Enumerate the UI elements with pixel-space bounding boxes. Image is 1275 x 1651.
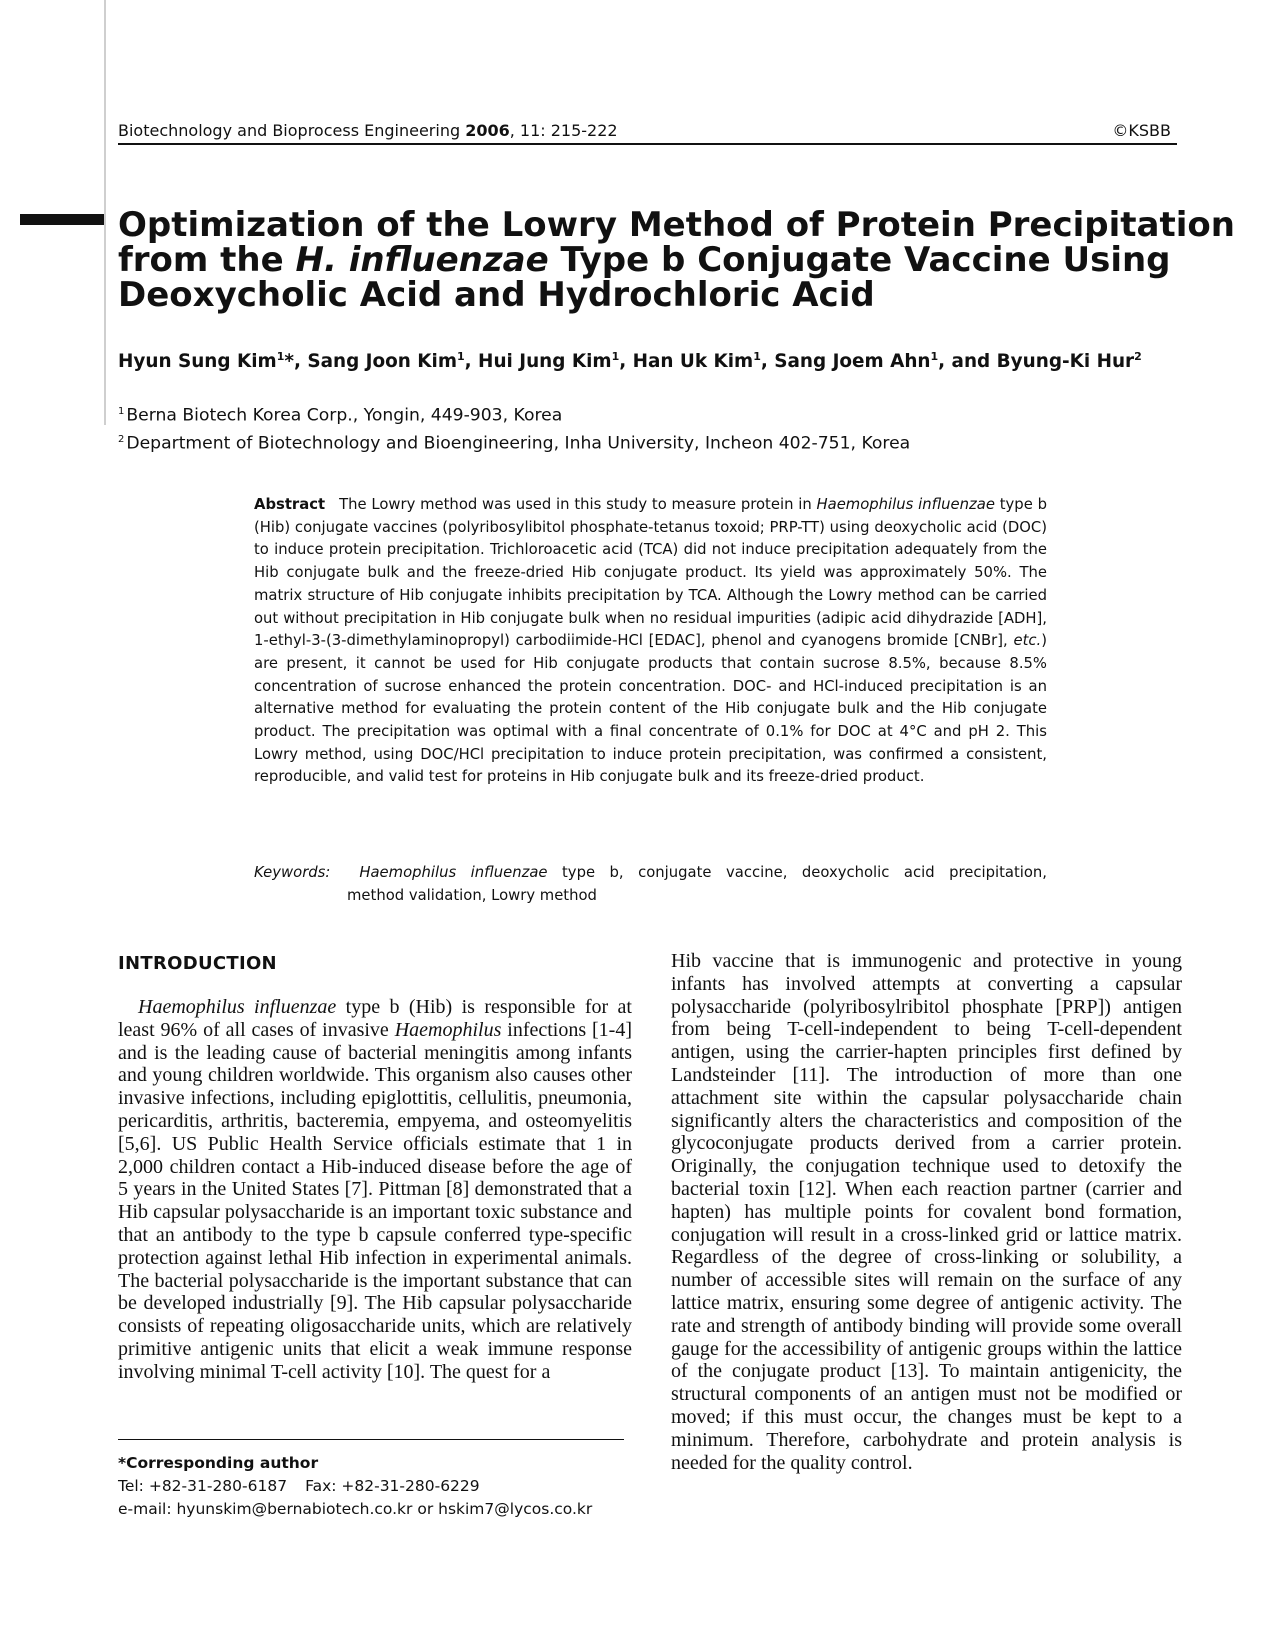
affiliation-list (118, 400, 910, 455)
intro-paragraph-right-column: Hib vaccine that is immunogenic and protective in young infants has involved attempts at converting a capsular polysaccharide (polyribosylribitol phosphate [PRP]) antigen from being T-cell-independent to being T-cell-dependent antigen, using the carrier-hapten principles first defined by Landsteinder [11]. The introduction of more than one attachment site within the capsular polysaccharide chain significantly alters the characteristics and composition of the glycoconjugate products derived from a carrier protein. Originally, the conjugation technique used to detoxify the bacterial toxin [12]. When each reaction partner (carrier and hapten) has multiple points for covalent bond formation, conjugation will result in a cross-linked grid or lattice matrix. Regardless of the degree of cross-linking or solubility, a number of accessible sites will remain on the surface of any lattice matrix, ensuring some degree of antigenic activity. The rate and strength of antibody binding will provide some overall gauge for the accessibility of antigenic groups within the lattice of the conjugate product [13]. To maintain antigenicity, the structural components of an antigen must not be modified or moved; if this must occur, the changes must be kept to a minimum. Therefore, carbohydrate and protein analysis is needed for the quality control. (671, 950, 1182, 1474)
title-line-2-end: Type b Conjugate Vaccine Using (548, 240, 1171, 280)
author (307, 351, 478, 372)
copyright-mark: ©KSBB (1112, 121, 1171, 140)
keywords-colon: : (325, 864, 331, 881)
intro-text-2: infections [1-4] and is the leading cause of bacterial meningitis among infants and young children worldwide. This organism also causes other invasive infections, including epiglottitis, cellulitis, pneumonia, pericarditis, arthritis, bacteremia, empyema, and osteomyelitis [5,6]. US Public Health Service officials estimate that 1 in 2,000 children contact a Hib-induced disease before the age of 5 years in the United States [7]. Pittman [8] demonstrated that a Hib capsular polysaccharide is an important toxic substance and that an antibody to the type b capsule conferred type-specific protection against lethal Hib infection in experimental animals. The bacterial polysaccharide is the important substance that can be developed industrially [9]. The Hib capsular polysaccharide consists of repeating oligosaccharide units, which are relatively primitive antigenic units that elicit a weak immune response involving minimal T-cell activity [10]. The quest for a (118, 1018, 633, 1383)
corresponding-author-footnote (118, 1452, 592, 1521)
affiliation (118, 400, 910, 428)
journal-volume-pages: , 11: 215-222 (509, 121, 618, 140)
footnote-tel: Tel: +82-31-280-6187 (118, 1477, 288, 1495)
footnote-phone-fax (118, 1475, 592, 1498)
author-separator: , and (938, 351, 997, 373)
footnote-fax: Fax: +82-31-280-6229 (305, 1477, 480, 1495)
author (633, 351, 775, 372)
author-affiliation-mark: 1 (276, 350, 285, 363)
author-name: Hyun Sung Kim (118, 351, 277, 373)
keywords (254, 862, 1047, 907)
keywords-organism: Haemophilus influenzae (359, 864, 548, 881)
intro-organism-name: Haemophilus influenzae (138, 996, 337, 1018)
keywords-label: Keywords (254, 864, 326, 881)
footnote-rule (118, 1439, 624, 1440)
abstract-organism-name: Haemophilus influenzae (816, 496, 995, 513)
author-name: Sang Joem Ahn (774, 351, 931, 373)
title-line-3: Deoxycholic Acid and Hydrochloric Acid (118, 275, 875, 315)
author-affiliation-mark: 1 (457, 350, 465, 363)
author-name: Han Uk Kim (632, 351, 754, 373)
keywords-line-1-rest: type b, conjugate vaccine, deoxycholic acid precipitation, (547, 864, 1047, 881)
author-list (118, 350, 1198, 372)
author (997, 351, 1142, 372)
author-name: Byung-Ki Hur (996, 351, 1135, 373)
abstract-label: Abstract (254, 496, 326, 513)
author-separator: , (760, 351, 775, 373)
author-affiliation-mark: 1 (753, 350, 761, 363)
author-separator: , (619, 351, 633, 373)
keywords-line-2: method validation, Lowry method (347, 886, 597, 904)
abstract-text-1: The Lowry method was used in this study to measure protein in (339, 496, 817, 513)
intro-genus-name: Haemophilus (394, 1018, 502, 1041)
title-line-2-start: from the (118, 240, 296, 280)
author (478, 351, 633, 372)
abstract-text-2: type b (Hib) conjugate vaccines (polyribosylibitol phosphate-tetanus toxoid; PRP-TT) using deoxycholic acid (DOC) to induce protein precipitation. Trichloroacetic acid (TCA) did not induce precipitation adequately from the Hib conjugate bulk and the freeze-dried Hib conjugate product. Its yield was approximately 50%. The matrix structure of Hib conjugate inhibits precipitation by TCA. Although the Lowry method can be carried out without precipitation in Hib conjugate bulk when no residual impurities (adipic acid dihydrazide [ADH], 1-ethyl-3-(3-dimethylaminopropyl) carbodiimide-HCl [EDAC], phenol and cyanogens bromide [CNBr], (254, 496, 1047, 650)
abstract (254, 494, 1047, 789)
journal-citation (118, 121, 618, 140)
journal-year: 2006 (465, 121, 510, 140)
affiliation-number: 1 (118, 406, 125, 417)
abstract-etc: etc. (1013, 632, 1042, 650)
margin-rule (104, 0, 106, 425)
abstract-text-3: ) are present, it cannot be used for Hib conjugate products that contain sucrose 8.5%, because 8.5% concentration of sucrose enhanced the protein concentration. DOC- and HCl-induced precipitation is an alternative method for evaluating the protein content of the Hib conjugate bulk and the Hib conjugate product. The precipitation was optimal with a final concentrate of 0.1% for DOC at 4°C and pH 2. This Lowry method, using DOC/HCl precipitation to induce protein precipitation, was confirmed a consistent, reproducible, and valid test for proteins in Hib conjugate bulk and its freeze-dried product. (254, 632, 1047, 786)
journal-name: Biotechnology and Bioprocess Engineering (118, 121, 461, 140)
running-head (118, 119, 1177, 145)
author (118, 351, 307, 372)
section-heading-introduction: INTRODUCTION (118, 953, 277, 974)
author (774, 351, 996, 372)
author-name: Sang Joon Kim (307, 351, 457, 373)
author-affiliation-mark: 1 (930, 350, 939, 363)
author-affiliation-mark: 2 (1134, 350, 1142, 363)
author-name: Hui Jung Kim (478, 351, 612, 373)
intro-text-1: type b (Hib) is responsible for at least 96% of all cases of invasive (118, 996, 632, 1041)
author-separator: *, (284, 351, 308, 373)
title-marker-bar (20, 214, 104, 225)
title-organism-name: H. influenzae (295, 240, 549, 280)
affiliation-text: Department of Biotechnology and Bioengineering, Inha University, Incheon 402-751, Korea (126, 433, 911, 454)
title-line-2 (118, 240, 1178, 280)
affiliation-text: Berna Biotech Korea Corp., Yongin, 449-903, Korea (126, 405, 563, 426)
affiliation-number: 2 (118, 433, 125, 445)
author-affiliation-mark: 1 (611, 350, 620, 363)
footnote-title: *Corresponding author (118, 1454, 319, 1472)
footnote-email: e-mail: hyunskim@bernabiotech.co.kr or hskim7@lycos.co.kr (118, 1500, 593, 1518)
title-line-1: Optimization of the Lowry Method of Protein Precipitation (118, 205, 1235, 245)
affiliation (118, 428, 910, 456)
paper-title (118, 205, 1235, 315)
keywords-line-1 (254, 862, 1047, 885)
author-separator: , (464, 351, 479, 373)
intro-paragraph-left-column (118, 996, 632, 1384)
